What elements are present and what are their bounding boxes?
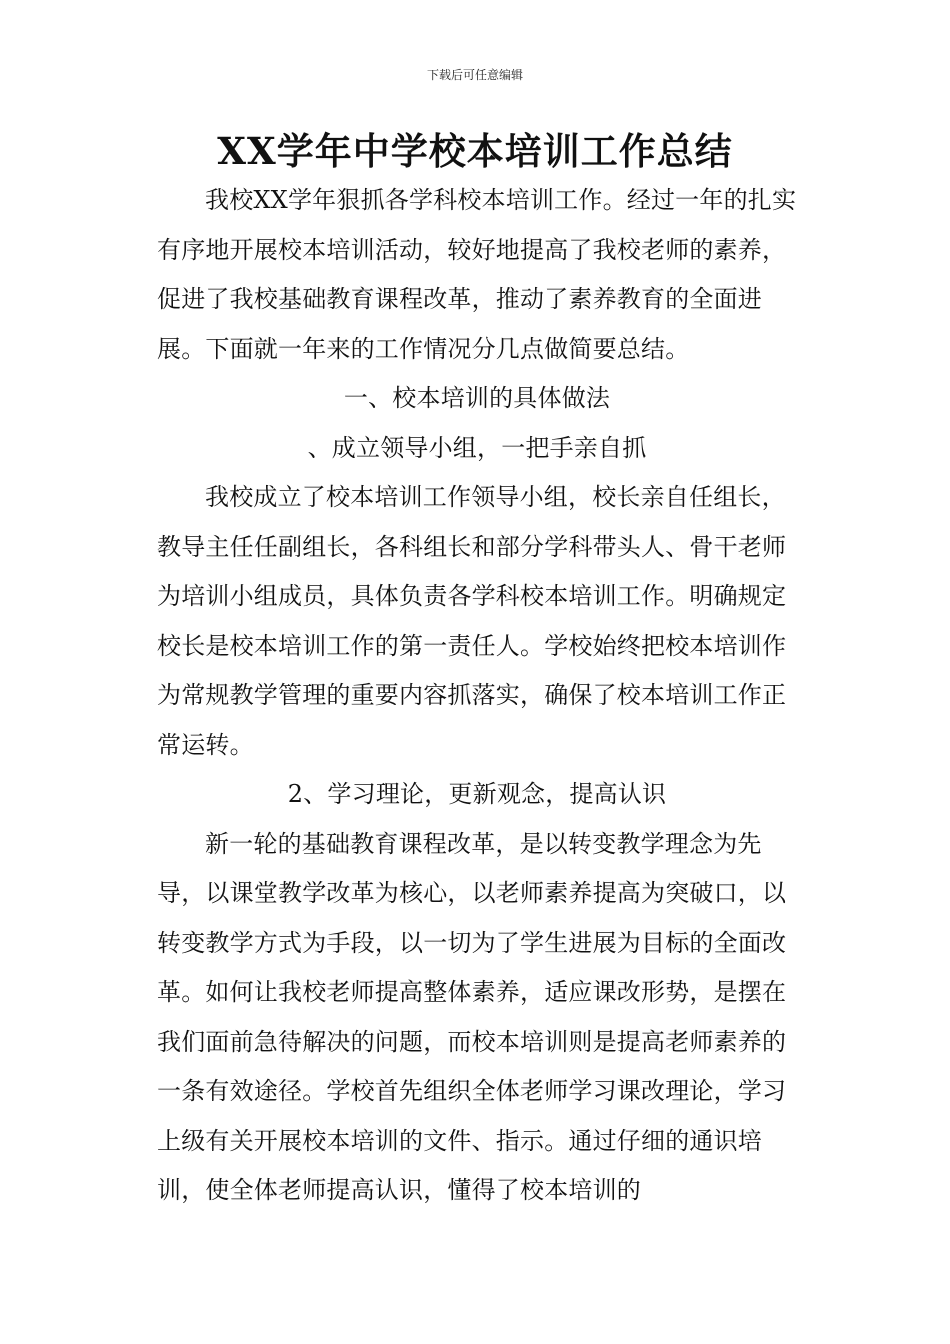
header-note: 下载后可任意编辑 [426, 68, 523, 82]
section-heading-1: 一、校本培训的具体做法 [343, 384, 611, 412]
subsection-heading-2: 2、学习理论，更新观念，提高认识 [287, 780, 667, 808]
intro-paragraph: 我校XX学年狠抓各学科校本培训工作。经过一年的扎实有序地开展校本培训活动，较好地提高了我校老师的素养，促进了我校基础教育课程改革，推动了素养教育的全面进展。下面就一年来的工作情况分几点做简要总结。 [157, 186, 797, 363]
leadership-paragraph: 我校成立了校本培训工作领导小组，校长亲自任组长，教导主任任副组长，各科组长和部分学科带头人、骨干老师为培训小组成员，具体负责各学科校本培训工作。明确规定校长是校本培训工作的第一责任人。学校始终把校本培训作为常规教学管理的重要内容抓落实，确保了校本培训工作正常运转。 [157, 483, 787, 759]
theory-paragraph: 新一轮的基础教育课程改革，是以转变教学理念为先导，以课堂教学改革为核心，以老师素养提高为突破口，以转变教学方式为手段，以一切为了学生进展为目标的全面改革。如何让我校老师提高整体素养，适应课改形势，是摆在我们面前急待解决的问题，而校本培训则是提高老师素养的一条有效途径。学校首先组织全体老师学习课改理论，学习上级有关开展校本培训的文件、指示。通过仔细的通识培训，使全体老师提高认识，懂得了校本培训的 [157, 829, 787, 1204]
subsection-heading-1: 、成立领导小组，一把手亲自抓 [307, 433, 647, 462]
document-title: XX学年中学校本培训工作总结 [217, 129, 733, 173]
document-body [157, 176, 797, 1216]
